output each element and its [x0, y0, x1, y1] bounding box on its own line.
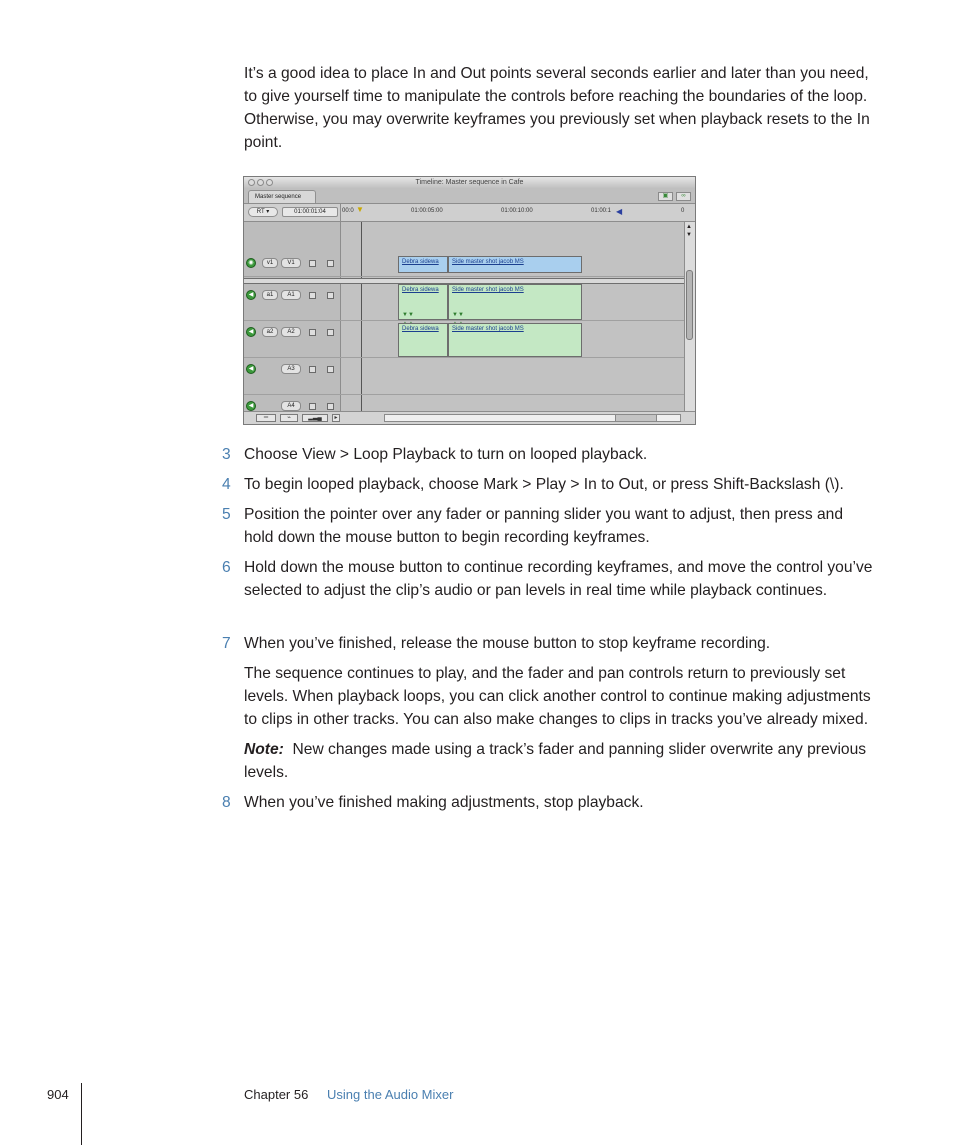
step-number: 3 [222, 446, 231, 463]
keyframe-marker-icon: ▼▼ [402, 312, 414, 318]
video-clip: Side master shot jacob MS [448, 256, 582, 273]
footer-rule [81, 1083, 82, 1145]
audio-speaker-icon: ◀ [246, 290, 256, 300]
step-text: Choose View > Loop Playback to turn on looped playback. [244, 446, 648, 463]
rt-menu: RT ▾ [248, 207, 278, 217]
auto-select-icon [327, 292, 334, 299]
step-4 [222, 473, 876, 496]
track-a3 [244, 358, 685, 395]
step-5 [222, 503, 876, 549]
step-8 [222, 791, 876, 814]
timeline-bottom-bar [244, 411, 695, 424]
audio-speaker-icon: ◀ [246, 401, 256, 411]
step-text: When you’ve finished, release the mouse button to stop keyframe recording. [244, 635, 771, 652]
lock-icon [309, 329, 316, 336]
horizontal-scrollbar [384, 414, 681, 422]
destination-control: A3 [281, 364, 301, 374]
video-clip: Debra sidewa [398, 256, 448, 273]
page-number: 904 [47, 1087, 69, 1102]
audio-clip: Debra sidewa [398, 284, 448, 320]
audio-clip: Side master shot jacob MS [448, 284, 582, 320]
timeline-control-row [244, 204, 695, 222]
audio-clip: Debra sidewa [398, 323, 448, 357]
keyframe-marker-icon: ▼▼ [452, 312, 464, 318]
ruler-tick: 0 [681, 208, 685, 214]
scroll-up-icon: ▲ [686, 224, 692, 230]
intro-paragraph: It’s a good idea to place In and Out points several seconds earlier and later than you need, to give yourself time to manipulate the controls before reaching the boundaries of the loop. Otherwise, you may overwrite keyframes you previously set when playback resets to the In point. [244, 65, 870, 151]
in-point-marker-icon: ▼ [356, 205, 364, 214]
audio-speaker-icon: ◀ [246, 364, 256, 374]
vertical-scrollbar [684, 222, 695, 413]
step-number: 7 [222, 635, 231, 652]
timecode-field: 01:00:01:04 [282, 207, 338, 217]
track-a1 [244, 284, 685, 321]
step-number: 4 [222, 476, 231, 493]
auto-select-icon [327, 260, 334, 267]
audio-clip: Side master shot jacob MS [448, 323, 582, 357]
source-control: a1 [262, 290, 278, 300]
snap-toggle-icon: ▣ [658, 192, 673, 201]
note-label: Note: [244, 741, 284, 758]
auto-select-icon [327, 366, 334, 373]
lock-icon [309, 292, 316, 299]
lock-icon [309, 260, 316, 267]
step-3 [222, 443, 876, 466]
out-point-marker-icon: ◀ [616, 207, 623, 216]
sequence-tab-row [244, 189, 695, 204]
step-text: To begin looped playback, choose Mark > Play > In to Out, or press Shift-Backslash (\). [244, 476, 844, 493]
scroll-down-icon: ▼ [686, 232, 692, 238]
note-text: New changes made using a track’s fader and panning slider overwrite any previous levels. [244, 741, 867, 781]
chapter-label: Chapter 56 [244, 1087, 309, 1102]
ruler-tick: 01:00:05:00 [411, 208, 443, 214]
chapter-title: Using the Audio Mixer [327, 1087, 454, 1102]
note-paragraph [244, 738, 876, 784]
destination-control: A2 [281, 327, 301, 337]
ruler-tick: 01:00:1 [591, 208, 612, 214]
step-number: 6 [222, 559, 231, 576]
lock-icon [309, 366, 316, 373]
step-number: 8 [222, 794, 231, 811]
destination-control: A4 [281, 401, 301, 411]
timeline-ruler [340, 204, 685, 221]
destination-control: V1 [281, 258, 301, 268]
window-title: Timeline: Master sequence in Cafe [415, 179, 524, 186]
track-height-icon: ═ [256, 414, 276, 422]
ruler-tick: 00:0 [342, 208, 354, 214]
lock-icon [309, 403, 316, 410]
auto-select-icon [327, 403, 334, 410]
clip-overlays-icon: ⌁ [280, 414, 298, 422]
ruler-tick: 01:00:10:00 [501, 208, 533, 214]
sequence-tab: Master sequence [248, 190, 316, 203]
step-text: Hold down the mouse button to continue recording keyframes, and move the control you’ve selected to adjust the clip’s audio or pan levels in real time while playback continues. [244, 559, 873, 599]
track-a2 [244, 321, 685, 358]
linking-toggle-icon: ∞ [676, 192, 691, 201]
scroll-thumb [615, 415, 657, 421]
scroll-thumb [686, 270, 693, 340]
track-v1 [244, 252, 685, 277]
audio-speaker-icon: ◀ [246, 327, 256, 337]
auto-select-icon [327, 329, 334, 336]
source-control: v1 [262, 258, 278, 268]
timeline-screenshot [243, 176, 696, 425]
step-text: When you’ve finished making adjustments, stop playback. [244, 794, 644, 811]
step-6 [222, 556, 876, 602]
step-7 [222, 632, 876, 655]
step-7-followup: The sequence continues to play, and the fader and pan controls return to previously set levels. When playback loops, you can click another control to continue making adjustments to clips in other tracks. You can also make changes to clips in tracks you’ve already mixed. [244, 665, 871, 728]
step-number: 5 [222, 506, 231, 523]
track-size-icon: ▂▃▄ [302, 414, 328, 422]
visibility-icon: ◉ [246, 258, 256, 268]
destination-control: A1 [281, 290, 301, 300]
play-arrow-icon: ▸ [332, 414, 340, 422]
track-area [244, 222, 685, 413]
source-control: a2 [262, 327, 278, 337]
step-text: Position the pointer over any fader or panning slider you want to adjust, then press and hold down the mouse button to begin recording keyframes. [244, 506, 843, 546]
